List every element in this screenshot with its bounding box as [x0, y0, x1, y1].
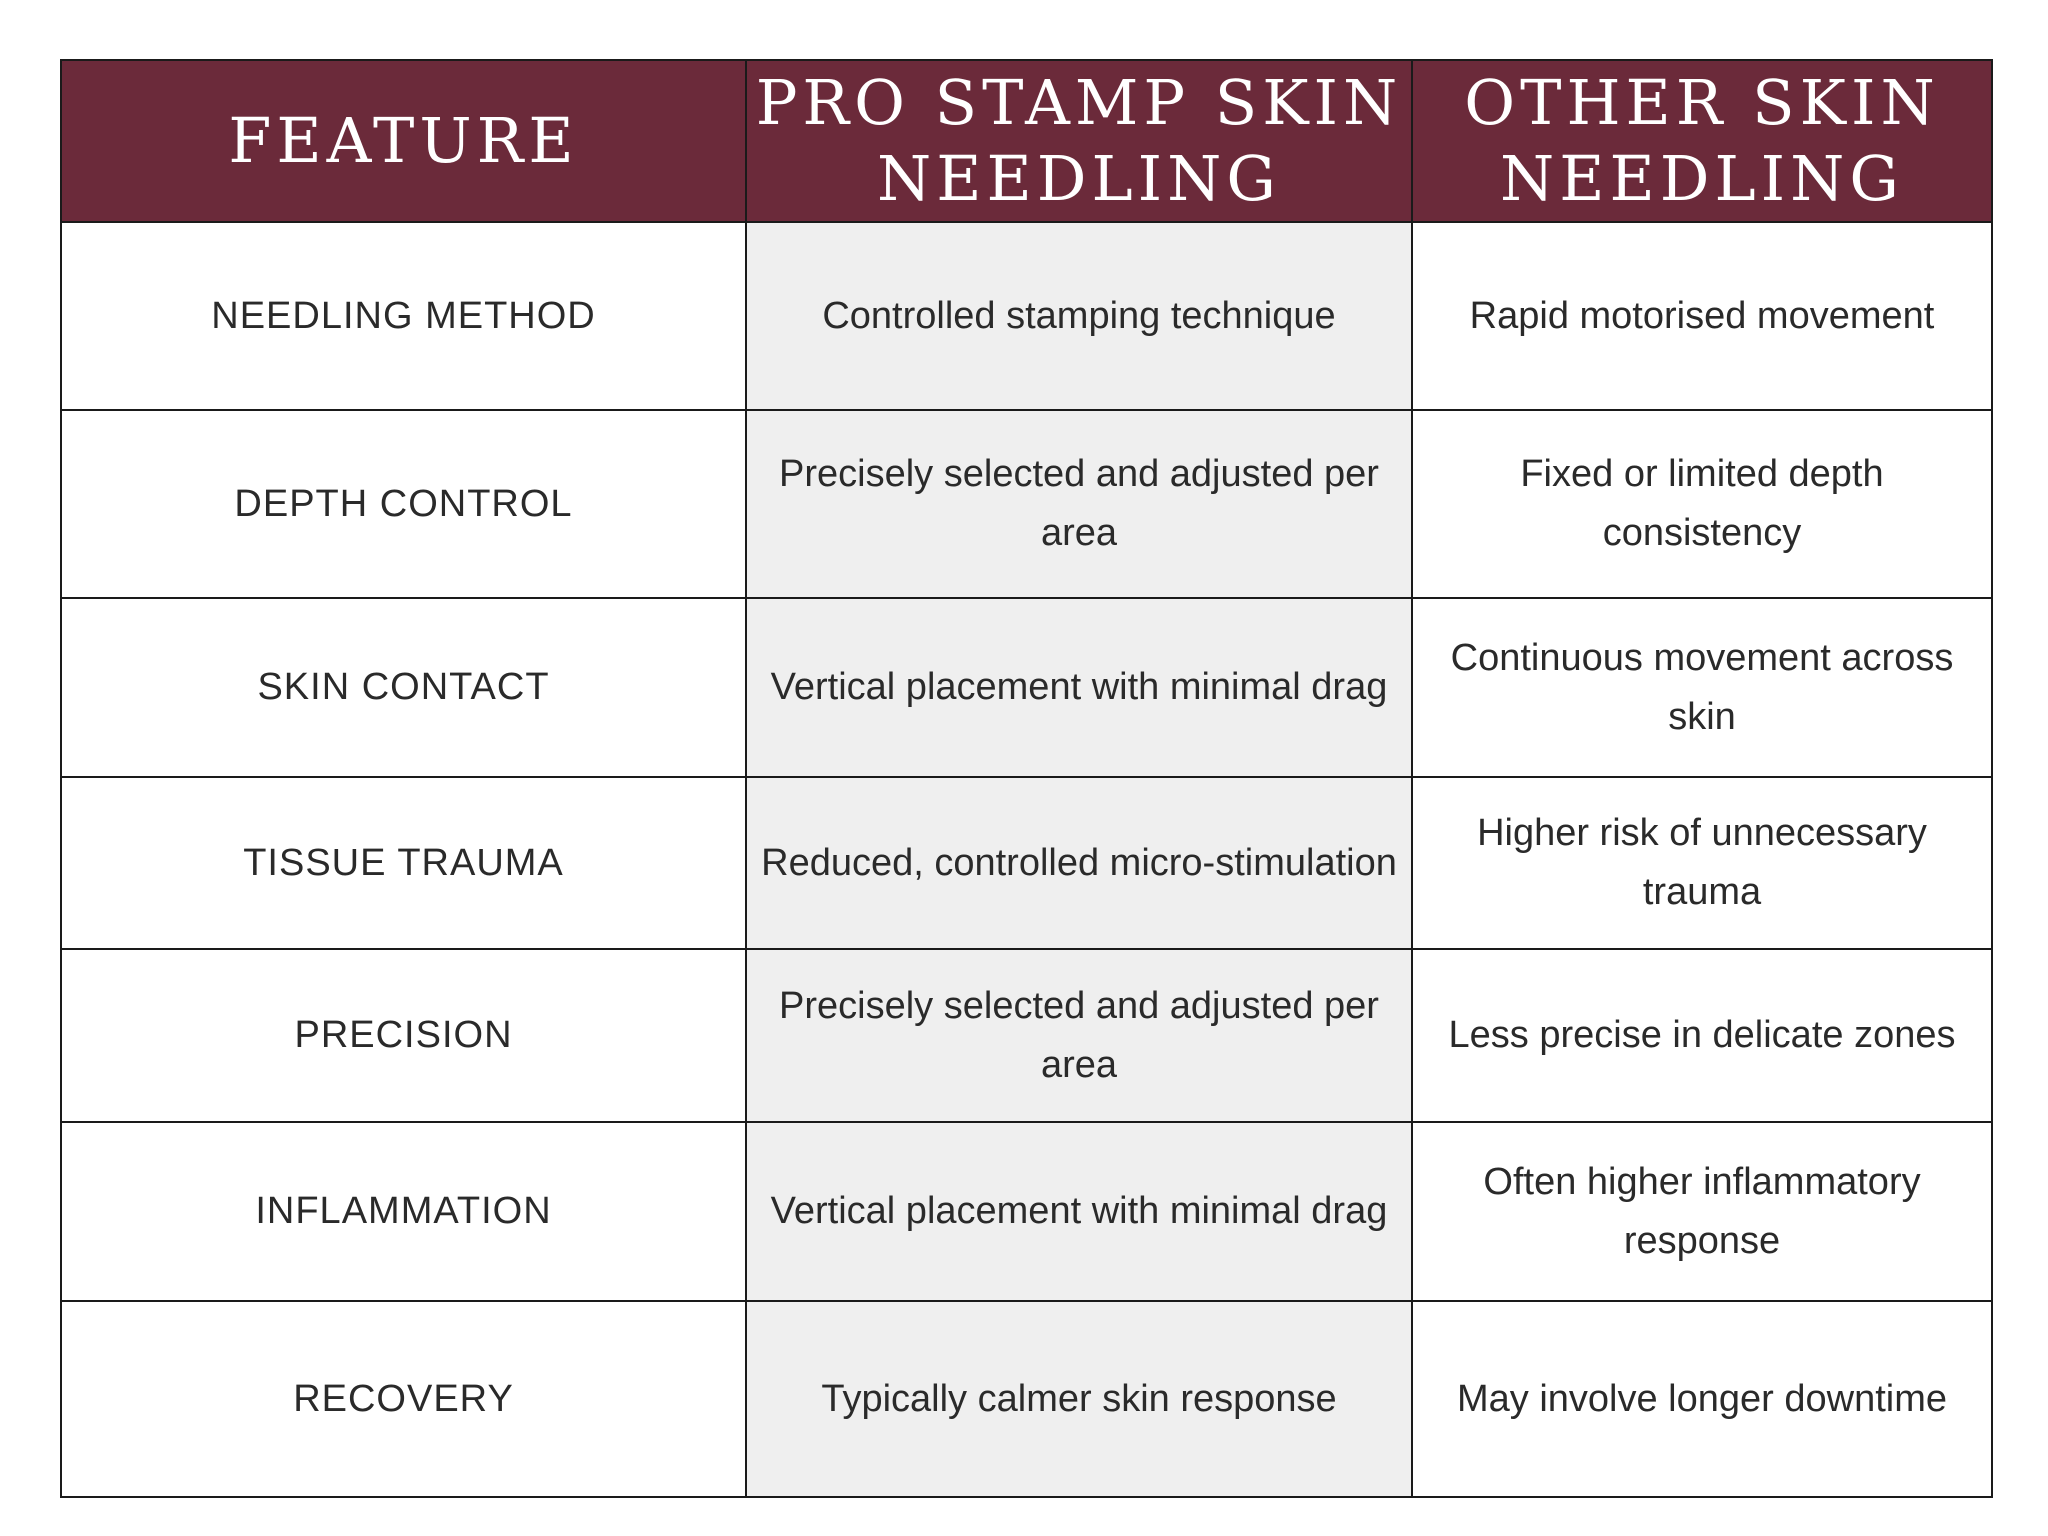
feature-cell: NEEDLING METHOD [61, 222, 746, 410]
feature-cell: INFLAMMATION [61, 1122, 746, 1301]
table-body [61, 222, 1992, 1497]
feature-cell: SKIN CONTACT [61, 598, 746, 777]
other-cell: Fixed or limited depth consistency [1412, 410, 1992, 598]
other-cell: Continuous movement across skin [1412, 598, 1992, 777]
other-cell: Rapid motorised movement [1412, 222, 1992, 410]
table-row [61, 777, 1992, 949]
table-row [61, 1301, 1992, 1497]
table-row [61, 222, 1992, 410]
table-row [61, 1122, 1992, 1301]
header-feature: FEATURE [61, 60, 746, 222]
table-header [61, 60, 1992, 222]
feature-cell: DEPTH CONTROL [61, 410, 746, 598]
table-row [61, 598, 1992, 777]
header-pro-stamp: PRO STAMP SKIN NEEDLING [746, 60, 1412, 222]
table-row [61, 410, 1992, 598]
pro-stamp-cell: Precisely selected and adjusted per area [746, 410, 1412, 598]
table-row [61, 949, 1992, 1122]
pro-stamp-cell: Reduced, controlled micro-stimulation [746, 777, 1412, 949]
pro-stamp-cell: Typically calmer skin response [746, 1301, 1412, 1497]
pro-stamp-cell: Precisely selected and adjusted per area [746, 949, 1412, 1122]
header-row [61, 60, 1992, 222]
feature-cell: PRECISION [61, 949, 746, 1122]
other-cell: May involve longer downtime [1412, 1301, 1992, 1497]
pro-stamp-cell: Vertical placement with minimal drag [746, 598, 1412, 777]
other-cell: Often higher inflammatory response [1412, 1122, 1992, 1301]
pro-stamp-cell: Controlled stamping technique [746, 222, 1412, 410]
header-other: OTHER SKIN NEEDLING [1412, 60, 1992, 222]
comparison-table [60, 59, 1993, 1498]
other-cell: Higher risk of unnecessary trauma [1412, 777, 1992, 949]
other-cell: Less precise in delicate zones [1412, 949, 1992, 1122]
feature-cell: RECOVERY [61, 1301, 746, 1497]
pro-stamp-cell: Vertical placement with minimal drag [746, 1122, 1412, 1301]
feature-cell: TISSUE TRAUMA [61, 777, 746, 949]
